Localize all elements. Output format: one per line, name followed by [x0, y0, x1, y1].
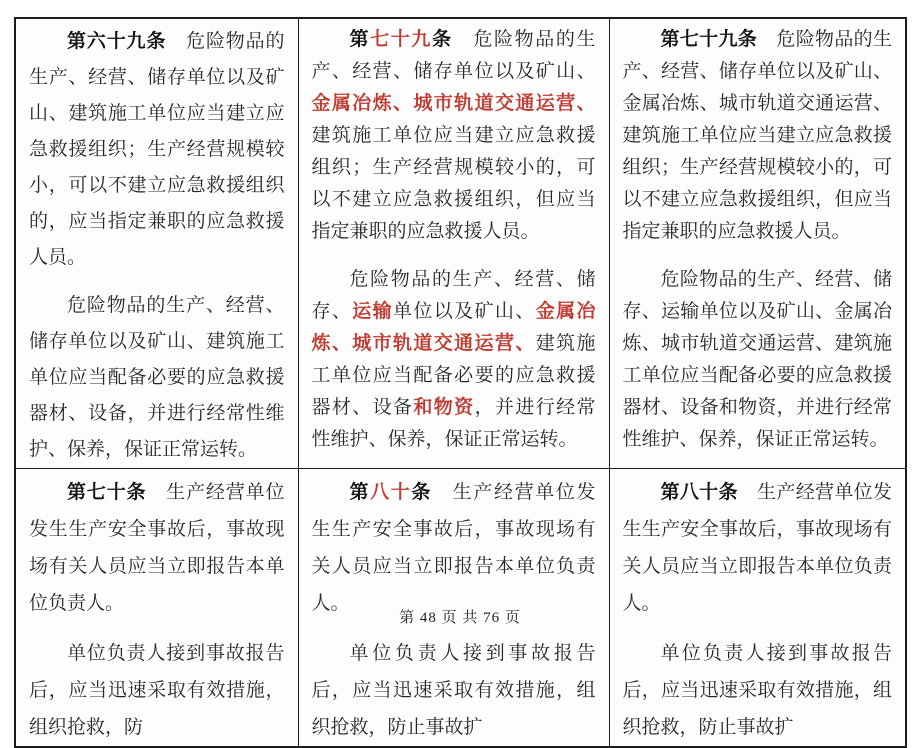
article-paragraph [623, 264, 893, 456]
article-paragraph [623, 474, 893, 622]
law-comparison-table [14, 17, 907, 748]
amended-text-run: 和物资 [413, 397, 475, 418]
text-run: 危险物品的生产、经营、储存单位以及矿山、建筑施工单位应当配备必要的应急救援器材、设备，并进行经常性维护、保养，保证正常运转。 [29, 295, 285, 460]
text-run: 危险物品的生产、经营、储存、运输单位以及矿山、金属冶炼、城市轨道交通运营、建筑施工单位应当配备必要的应急救援器材、设备和物资，并进行经常性维护、保养，保证正常运转。 [622, 269, 892, 450]
cell-new-law-article-79 [609, 18, 906, 469]
text-run: 生产经营单位发生生产安全事故后，事故现场有关人员应当立即报告本单位负责人。 [622, 482, 892, 614]
article-paragraph [29, 288, 285, 468]
text-run: 危险物品的生产、经营、储存单位以及矿山、 [311, 29, 596, 82]
text-run: 建筑施工单位应当建立应急救援组织；生产经营规模较小的，可以不建立应急救援组织，但应当指定兼职的应急救援人员。 [311, 125, 596, 242]
article-paragraph [29, 474, 285, 622]
text-run: 第七十九条 [660, 29, 758, 50]
text-run: 生产经营单位发生生产安全事故后，事故现场有关人员应当立即报告本单位负责人。 [311, 482, 596, 614]
text-run: 危险物品的生产、经营、储存单位以及矿山、建筑施工单位应当建立应急救援组织；生产经营规模较小，可以不建立应急救援组织的，应当指定兼职的应急救援人员。 [29, 31, 285, 268]
article-paragraph [312, 474, 596, 622]
article-paragraph [312, 264, 596, 456]
article-paragraph [29, 635, 285, 746]
text-run: 单位以及矿山、 [393, 301, 536, 322]
article-paragraph [312, 24, 596, 248]
text-run: 生产经营单位发生生产安全事故后，事故现场有关人员应当立即报告本单位负责人。 [29, 482, 285, 614]
text-run: 条 [432, 29, 453, 50]
article-paragraph [29, 24, 285, 276]
text-run: 单位负责人接到事故报告后，应当迅速采取有效措施，组织抢救，防 [29, 643, 285, 738]
text-run: 单位负责人接到事故报告后，应当迅速采取有效措施，组织抢救，防止事故扩 [622, 643, 892, 738]
text-run: 建筑施工单位应当配备必要的应急救援器材、设备 [311, 333, 596, 418]
text-run: 第 [349, 482, 371, 503]
text-run: ，并进行经常性维护、保养，保证正常运转。 [311, 397, 596, 450]
text-run: 第 [349, 29, 371, 50]
amended-text-run: 金属冶炼、城市轨道交通运营、 [311, 301, 596, 354]
text-run: 第七十条 [67, 482, 147, 503]
amended-text-run: 运输 [352, 301, 394, 322]
text-run: 第八十条 [660, 482, 738, 503]
cell-marked-amendment-article-79 [298, 18, 609, 469]
amended-text-run: 七十九 [370, 29, 433, 50]
page-number-footer: 第 48 页 共 76 页 [399, 610, 521, 626]
article-paragraph [623, 24, 893, 248]
text-run: 单位负责人接到事故报告后，应当迅速采取有效措施，组织抢救，防止事故扩 [311, 643, 596, 738]
article-paragraph [623, 635, 893, 746]
text-run: 危险物品的生产、经营、储存、 [311, 269, 596, 322]
table-row-emergency-rescue-articles [15, 18, 906, 469]
text-run: 危险物品的生产、经营、储存单位以及矿山、金属冶炼、城市轨道交通运营、建筑施工单位应当建立应急救援组织；生产经营规模较小的，可以不建立应急救援组织，但应当指定兼职的应急救援人员。 [622, 29, 892, 242]
amended-text-run: 八十 [370, 482, 412, 503]
amended-text-run: 金属冶炼、城市轨道交通运营、 [311, 93, 596, 114]
cell-old-law-article-69 [15, 18, 298, 469]
text-run: 第六十九条 [67, 31, 167, 52]
text-run: 条 [411, 482, 433, 503]
article-paragraph [312, 635, 596, 746]
